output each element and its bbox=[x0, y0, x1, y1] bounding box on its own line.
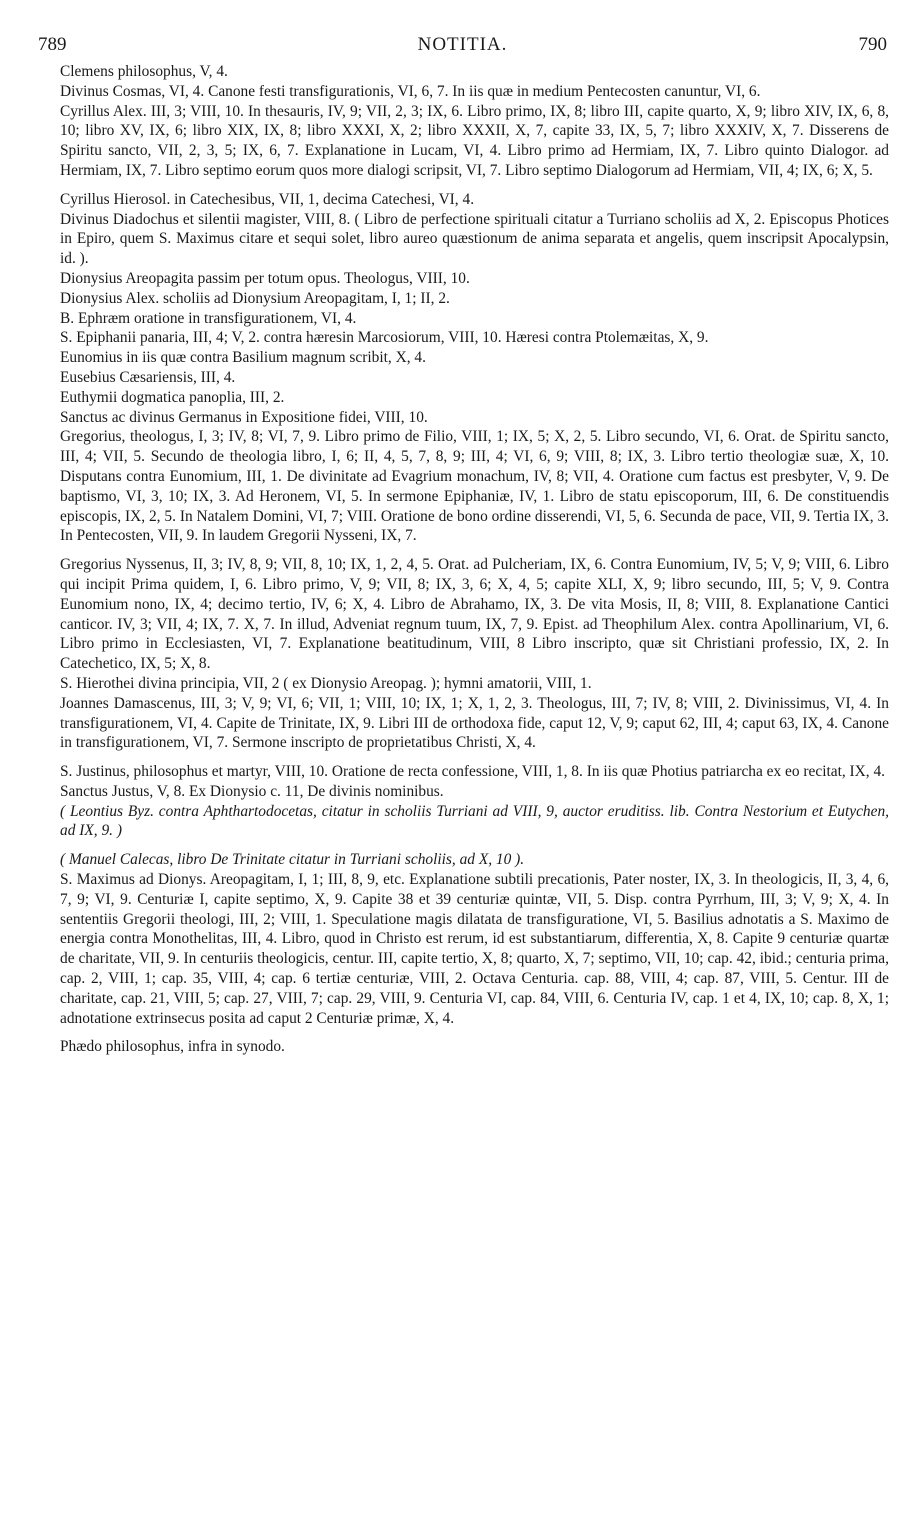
entry-phaedo: Phædo philosophus, infra in synodo. bbox=[60, 1038, 285, 1056]
entry-manuel-calecas: ( Manuel Calecas, libro De Trinitate citatur in Turriani scholiis, ad X, 10 ). bbox=[60, 851, 525, 869]
entry-justinus: S. Justinus, philosophus et martyr, VIII, 10. Oratione de recta confessione, VIII, 1, 8. In iis quæ Photius patriarcha ex eo recitat, IX, 4. bbox=[60, 763, 886, 781]
entry-gregorius-theologus: Gregorius, theologus, I, 3; IV, 8; VI, 7, 9. Libro primo de Filio, VIII, 1; IX, 5; X, 2, 5. Libro secundo, VI, 6. Orat. de Spiritu sancto, III, 4; VII, 5. Secundo de theologia libro, I, 6; II, 4, 5, 7, 8, 9; III, 4; VI, 6, 9; VIII, 8; IX, 3. Libro tertio theologiæ suæ, X, 10. Disputans contra Eunomium, III, 1. De divinitate ad Evagrium monachum, IV, 8; VII, 4. Oratione cum factus est presbyter, V, 9. De baptismo, VI, 3, 10; IX, 3. Ad Heronem, VI, 5. In sermone Epiphaniæ, IV, 1. Libro de statu episcoporum, III, 6. De constituendis episcopis, IX, 2, 5. In Natalem Domini, VI, 7; VIII. Oratione de bono ordine disserendi, VI, 5, 6. Secunda de pace, VII, 9. Tertia IX, 3. In Pentecosten, VII, 9. In laudem Gregorii Nysseni, IX, 7. bbox=[60, 428, 889, 545]
entry-hierotheus: S. Hierothei divina principia, VII, 2 ( ex Dionysio Areopag. ); hymni amatorii, VIII, 1. bbox=[60, 674, 592, 692]
index-entries bbox=[60, 62, 889, 1057]
page-number-left: 789 bbox=[38, 34, 67, 55]
entry-cosmas: Divinus Cosmas, VI, 4. Canone festi transfigurationis, VI, 6, 7. In iis quæ in medium Pentecosten canuntur, VI, 6. bbox=[60, 82, 761, 100]
entry-dionysius-areopagita: Dionysius Areopagita passim per totum opus. Theologus, VIII, 10. bbox=[60, 269, 470, 287]
entry-dionysius-alex: Dionysius Alex. scholiis ad Dionysium Areopagitam, I, 1; II, 2. bbox=[60, 289, 450, 307]
entry-leontius: ( Leontius Byz. contra Aphthartodocetas, citatur in scholiis Turriani ad VIII, 9, auctor eruditiss. lib. Contra Nestorium et Eutychen, ad IX, 9. ) bbox=[60, 802, 889, 840]
entry-ephraem: B. Ephræm oratione in transfigurationem, VI, 4. bbox=[60, 309, 357, 327]
entry-clemens: Clemens philosophus, V, 4. bbox=[60, 63, 228, 80]
page-title: NOTITIA. bbox=[417, 34, 508, 55]
page-header bbox=[38, 34, 887, 60]
entry-maximus: S. Maximus ad Dionys. Areopagitam, I, 1; III, 8, 9, etc. Explanatione subtili precationis, Pater noster, IX, 3. In theologicis, II, 3, 4, 6, 7, 9; VI, 9. Centuriæ I, capite septimo, X, 9. Capite 38 et 39 centuriæ quintæ, VII, 5. Disp. contra Pyrrhum, III, 3; V, 9; X, 4. In sententiis Gregorii theologi, III, 2; VIII, 1. Speculatione magis dilatata de transfiguratione, VI, 5. Basilius adnotatis a S. Maximo de energia contra Monothelitas, III, 4. Libro, quod in Christo est rerum, id est substantiarum, differentia, X, 8. Capite 9 centuriæ quartæ de charitate, VII, 9. In centuriis theologicis, centur. III, capite tertio, X, 8; quarto, X, 7; septimo, VII, 10; cap. 42, ibid.; centuria prima, cap. 2, VIII, 1; cap. 35, VIII, 4; cap. 6 tertiæ centuriæ, VIII, 2. Octava Centuria. cap. 88, VIII, 4; cap. 87, VIII, 5. Centur. III de charitate, cap. 21, VIII, 5; cap. 27, VIII, 7; cap. 29, VIII, 9. Centuria VI, cap. 84, VIII, 6. Centuria IV, cap. 1 et 4, IX, 10; cap. 8, X, 1; adnotatione extrinsecus posita ad caput 2 Centuriæ primæ, X, 4. bbox=[60, 871, 889, 1027]
entry-epiphanius: S. Epiphanii panaria, III, 4; V, 2. contra hæresin Marcosiorum, VIII, 10. Hæresi contra Ptolemæitas, X, 9. bbox=[60, 329, 709, 347]
entry-cyrillus-hierosol: Cyrillus Hierosol. in Catechesibus, VII, 1, decima Catechesi, VI, 4. bbox=[60, 190, 475, 208]
entry-eusebius: Eusebius Cæsariensis, III, 4. bbox=[60, 368, 236, 386]
entry-eunomius: Eunomius in iis quæ contra Basilium magnum scribit, X, 4. bbox=[60, 349, 426, 367]
entry-euthymius: Euthymii dogmatica panoplia, III, 2. bbox=[60, 388, 285, 406]
entry-gregorius-nyssenus: Gregorius Nyssenus, II, 3; IV, 8, 9; VII, 8, 10; IX, 1, 2, 4, 5. Orat. ad Pulcheriam, IX, 6. Contra Eunomium, IV, 5; V, 9; VIII, 6. Libro qui incipit Prima quidem, I, 6. Libro primo, V, 9; VII, 8; IX, 3, 6; X, 4, 5; capite XLI, X, 9; libro secundo, III, 5; V, 9. Contra Eunomium nono, IX, 4; decimo tertio, IV, 6; X, 4. Libro de Abrahamo, IX, 3. De vita Mosis, II, 8; VIII, 8. Explanatione Cantici canticor. IV, 3; VII, 4; IX, 7. X, 7. In illud, Adveniat regnum tuum, IX, 7, 9. Epist. ad Theophilum Alex. contra Apollinarium, VI, 6. Libro primo in Ecclesiasten, VI, 7. Explanatione beatitudinum, VIII, 8 Libro inscripto, quæ sit Christiani professio, IX, 2. In Catechetico, IX, 5; X, 8. bbox=[60, 556, 889, 673]
entry-germanus: Sanctus ac divinus Germanus in Expositione fidei, VIII, 10. bbox=[60, 408, 428, 426]
entry-diadochus: Divinus Diadochus et silentii magister, VIII, 8. ( Libro de perfectione spirituali citatur a Turriano scholiis ad X, 2. Episcopus Photices in Epiro, quem S. Maximus citare et sequi solet, libro aureo quæstionum de anima separata et angelis, quem inscripsit Apocalypsin, id. ). bbox=[60, 210, 889, 268]
entry-joannes-damascenus: Joannes Damascenus, III, 3; V, 9; VI, 6; VII, 1; VIII, 10; IX, 1; X, 1, 2, 3. Theologus, III, 7; IV, 8; VIII, 2. Divinissimus, VI, 4. In transfigurationem, VI, 4. Capite de Trinitate, IX, 9. Libri III de orthodoxa fide, caput 12, V, 9; caput 62, III, 4; caput 63, IX, 4. Canone in transfigurationem, VI, 7. Sermone inscripto de proprietatibus Christi, X, 4. bbox=[60, 694, 889, 752]
page-number-right: 790 bbox=[858, 34, 887, 55]
entry-justus: Sanctus Justus, V, 8. Ex Dionysio c. 11, De divinis nominibus. bbox=[60, 782, 444, 800]
entry-cyrillus-alex: Cyrillus Alex. III, 3; VIII, 10. In thesauris, IV, 9; VII, 2, 3; IX, 6. Libro primo, IX, 8; libro III, capite quarto, X, 9; libro XIV, IX, 6, 8, 10; libro XV, IX, 6; libro XIX, IX, 8; libro XXXI, X, 2; libro XXXII, X, 7, capite 33, IX, 5, 7; libro XXXIV, X, 7. Disserens de Spiritu sancto, VII, 2, 3, 5; IX, 6, 7. Explanatione in Lucam, VI, 4. Libro primo ad Hermiam, IX, 7. Libro quinto Dialogor. ad Hermiam, IX, 7. Libro septimo eorum quos more dialogi scripsit, VI, 7. Libro septimo Dialogorum ad Hermiam, VII, 4; IX, 6; X, 5. bbox=[60, 102, 889, 179]
